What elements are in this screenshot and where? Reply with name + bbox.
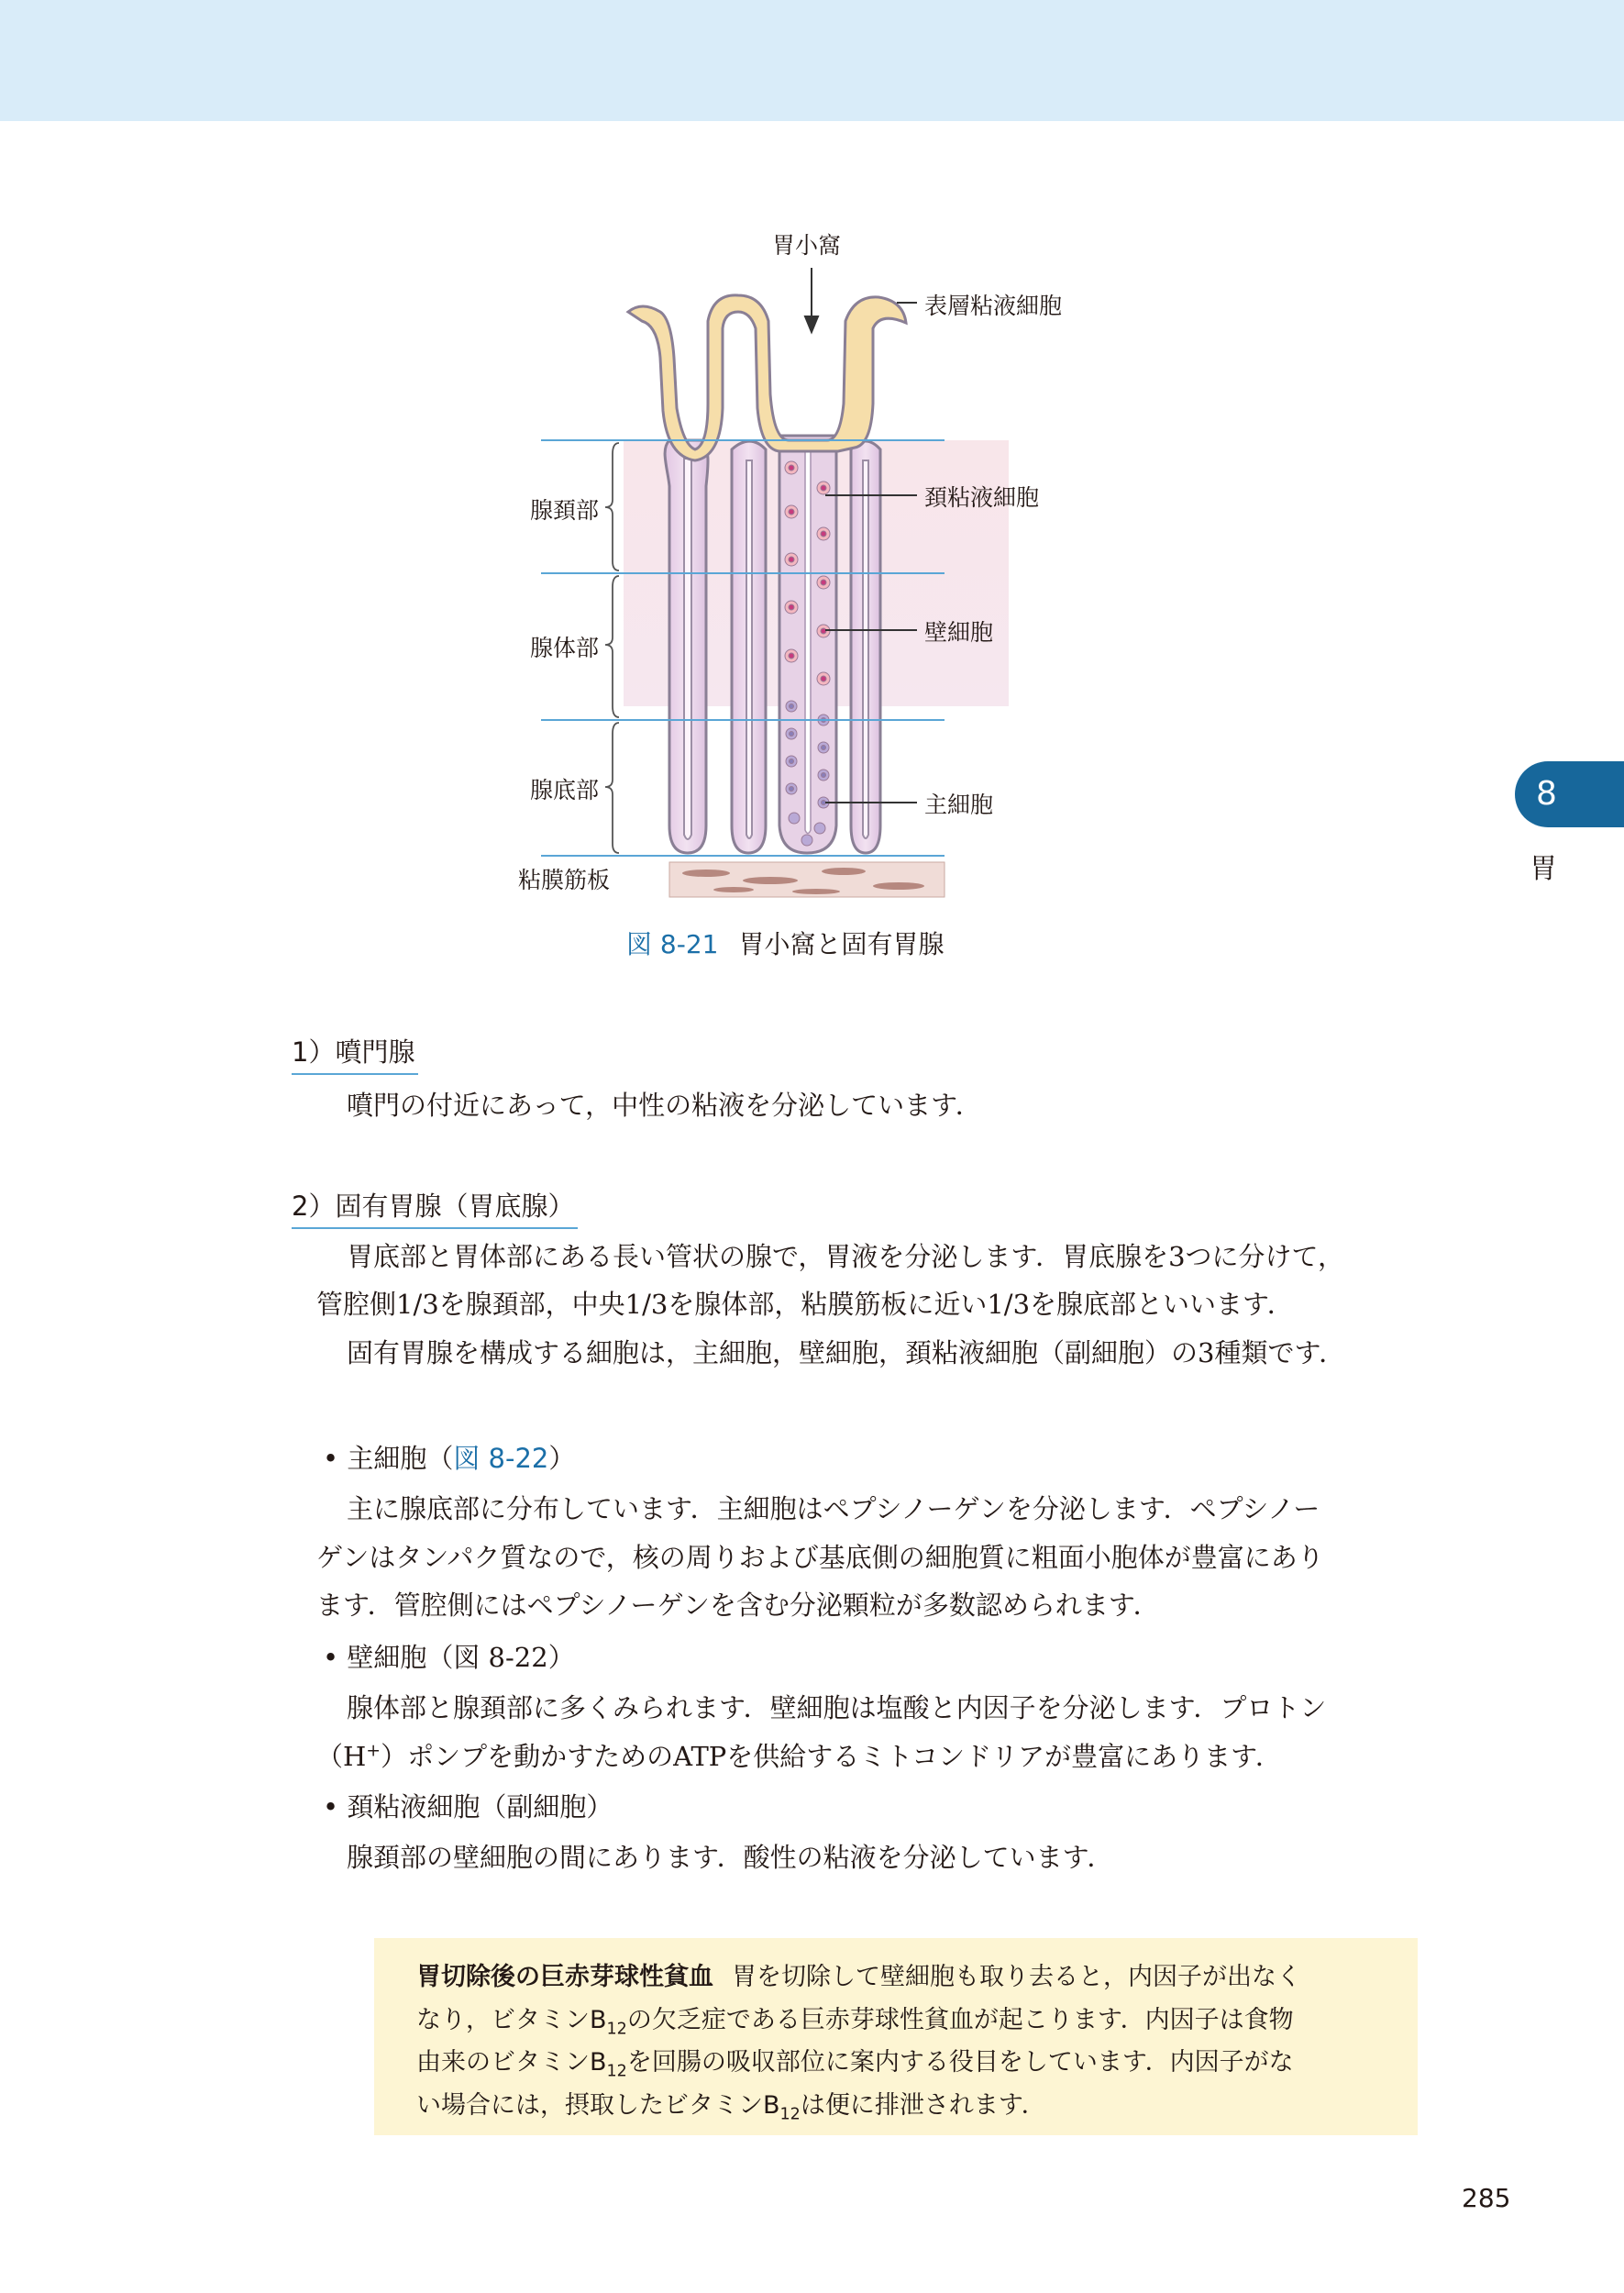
note-line-2 — [416, 1999, 1294, 2038]
note-line-2-sub: 12 — [606, 2020, 627, 2039]
figure-caption-text: 胃小窩と固有胃腺 — [738, 929, 945, 959]
bullet-chief-cell-title: • 主細胞 — [323, 1443, 427, 1474]
label-surface-mucous-cell: 表層粘液細胞 — [924, 293, 1063, 319]
bullet-parietal-cell — [323, 1637, 575, 1675]
chapter-tab — [1515, 761, 1624, 827]
paragraph-fundic-line-1: 胃底部と胃体部にある長い管状の腺で，胃液を分泌します．胃底腺を3つに分けて， — [347, 1241, 1344, 1272]
note-line-3-b: を回腸の吸収部位に案内する役目をしています．内因子がな — [626, 2048, 1294, 2077]
label-muscularis-mucosae: 粘膜筋板 — [518, 867, 611, 893]
parietal-cell-line-2 — [316, 1736, 1282, 1774]
chapter-number: 8 — [1536, 775, 1557, 813]
note-line-4-b: は便に排泄されます． — [800, 2091, 1046, 2120]
note-line-3 — [416, 2042, 1294, 2080]
note-title: 胃切除後の巨赤芽球性貧血 — [416, 1963, 713, 1991]
surface-epithelium — [628, 295, 906, 460]
note-line-4-a: い場合には，摂取したビタミンB — [416, 2091, 780, 2120]
note-box-megaloblastic-anemia — [374, 1938, 1418, 2135]
parietal-cell-line-1: 腺体部と腺頚部に多くみられます．壁細胞は塩酸と内因子を分泌します．プロトン — [347, 1692, 1327, 1723]
page-number: 285 — [1462, 2183, 1511, 2213]
bullet-neck-mucous-cell: • 頚粘液細胞（副細胞） — [323, 1791, 613, 1822]
figure-caption-number: 図 8-21 — [626, 929, 719, 959]
figure-ref-link[interactable]: 図 8-22 — [453, 1443, 549, 1474]
note-line-1-text: 胃を切除して壁細胞も取り去ると，内因子が出なく — [732, 1963, 1301, 1991]
label-body-region: 腺体部 — [530, 635, 600, 661]
label-foveola: 胃小窩 — [772, 232, 842, 259]
neck-mucous-line-1: 腺頚部の壁細胞の間にあります．酸性の粘液を分泌しています． — [347, 1842, 1114, 1873]
note-line-1 — [416, 1956, 1301, 1992]
parietal-line-2-part-a: （H — [316, 1741, 367, 1772]
label-neck-region: 腺頚部 — [530, 497, 600, 524]
note-line-2-b: の欠乏症である巨赤芽球性貧血が起こります．内因子は食物 — [626, 2006, 1294, 2034]
label-parietal-cell: 壁細胞 — [924, 619, 994, 646]
note-line-4 — [416, 2085, 1046, 2123]
bullet-chief-cell-ref-open: （ — [426, 1443, 454, 1474]
section-heading-cardiac-gland: 1）噴門腺 — [292, 1032, 418, 1075]
label-base-region: 腺底部 — [530, 777, 600, 803]
section-heading-fundic-gland: 2）固有胃腺（胃底腺） — [292, 1186, 578, 1229]
figure-caption — [626, 925, 944, 961]
chief-cell-line-1: 主に腺底部に分布しています．主細胞はペプシノーゲンを分泌します．ペプシノー — [347, 1493, 1320, 1524]
proton-superscript: + — [366, 1741, 381, 1761]
bullet-chief-cell — [323, 1438, 575, 1476]
note-line-3-sub: 12 — [606, 2062, 627, 2081]
parietal-line-2-part-b: ）ポンプを動かすためのATPを供給するミトコンドリアが豊富にあります． — [381, 1741, 1282, 1772]
header-band — [0, 0, 1624, 121]
note-line-4-sub: 12 — [779, 2105, 801, 2124]
paragraph-fundic-line-3: 固有胃腺を構成する細胞は，主細胞，壁細胞，頚粘液細胞（副細胞）の3種類です． — [347, 1337, 1346, 1368]
chapter-name: 胃 — [1530, 853, 1557, 885]
chief-cell-line-2: ゲンはタンパク質なので，核の周りおよび基底側の細胞質に粗面小胞体が豊富にあり — [316, 1542, 1324, 1573]
bullet-parietal-cell-title: • 壁細胞 — [323, 1642, 427, 1673]
paragraph-fundic-line-2: 管腔側1/3を腺頚部，中央1/3を腺体部，粘膜筋板に近い1/3を腺底部といいます． — [316, 1289, 1294, 1320]
label-chief-cell: 主細胞 — [924, 792, 994, 818]
label-neck-mucous-cell: 頚粘液細胞 — [924, 484, 1040, 511]
chief-cell-line-3: ます．管腔側にはペプシノーゲンを含む分泌顆粒が多数認められます． — [316, 1590, 1160, 1621]
bullet-parietal-cell-ref: （図 8-22） — [426, 1642, 575, 1673]
bullet-chief-cell-ref-close: ） — [548, 1443, 576, 1474]
figure-gastric-gland — [514, 220, 1119, 917]
gastric-gland-illustration — [514, 220, 1119, 917]
note-line-3-a: 由来のビタミンB — [416, 2048, 607, 2077]
note-line-2-a: なり，ビタミンB — [416, 2006, 607, 2034]
paragraph-cardiac-gland: 噴門の付近にあって，中性の粘液を分泌しています． — [347, 1090, 982, 1121]
